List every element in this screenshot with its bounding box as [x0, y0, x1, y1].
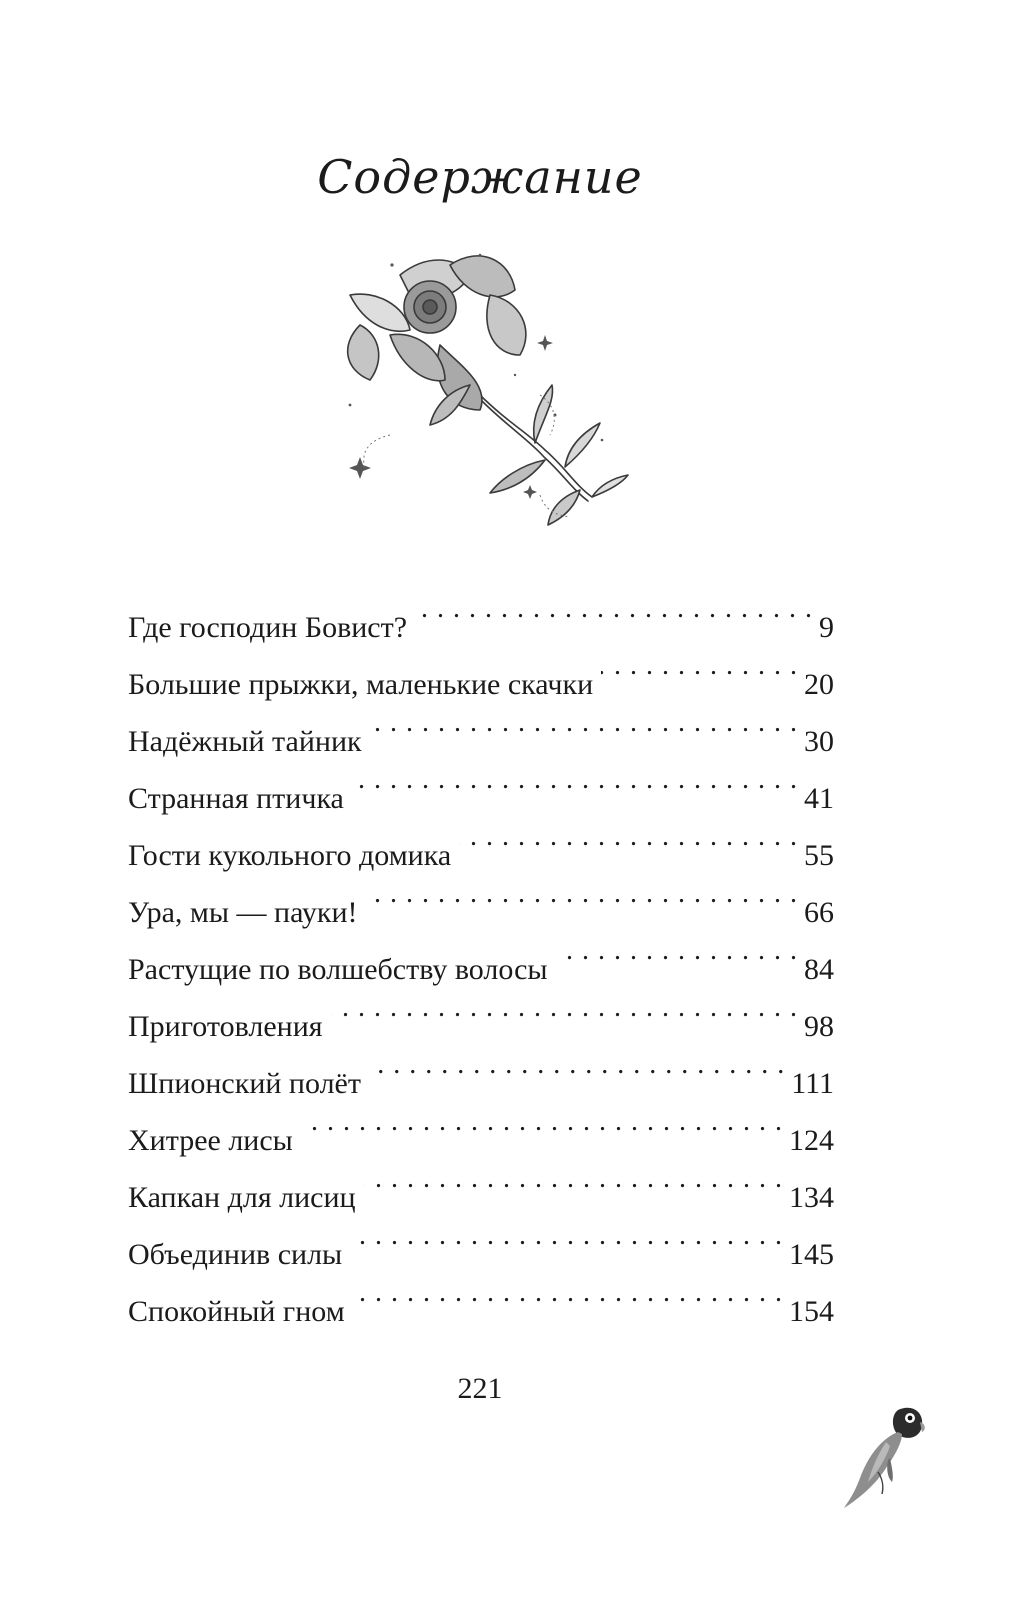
toc-entry-title: Растущие по волшебству волосы	[128, 953, 548, 986]
toc-entry-title: Объединив силы	[128, 1238, 343, 1271]
toc-entry-title: Гости кукольного домика	[128, 839, 452, 872]
toc-leader-dots	[364, 1150, 783, 1207]
flower-illustration-icon	[330, 235, 630, 540]
toc-entry-page: 145	[789, 1238, 834, 1271]
toc-leader-dots	[352, 751, 798, 808]
parrot-illustration-icon	[838, 1398, 928, 1508]
toc-entry-title: Где господин Бовист?	[128, 611, 408, 644]
toc-leader-dots	[366, 865, 798, 922]
page-number: 221	[457, 1372, 503, 1405]
page-title: Содержание	[317, 150, 643, 204]
toc-leader-dots	[370, 694, 798, 751]
toc-entry-title: Большие прыжки, маленькие скачки	[128, 668, 594, 701]
toc-entry-page: 41	[804, 782, 834, 815]
toc-entry-title: Капкан для лисиц	[128, 1181, 356, 1214]
toc-entry-page: 66	[804, 896, 834, 929]
toc-entry-title: Спокойный гном	[128, 1295, 345, 1328]
toc-leader-dots	[415, 580, 813, 637]
toc-leader-dots	[556, 922, 798, 979]
toc-entry-page: 55	[804, 839, 834, 872]
table-of-contents	[128, 580, 834, 1328]
toc-leader-dots	[301, 1093, 783, 1150]
toc-entry-title: Надёжный тайник	[128, 725, 362, 758]
toc-entry-page: 134	[789, 1181, 834, 1214]
toc-entry-page: 154	[789, 1295, 834, 1328]
toc-entry-page: 84	[804, 953, 834, 986]
toc-entry-page: 20	[804, 668, 834, 701]
toc-entry-title: Хитрее лисы	[128, 1124, 293, 1157]
toc-entry-page: 30	[804, 725, 834, 758]
toc-entry-page: 98	[804, 1010, 834, 1043]
toc-entry-title: Странная птичка	[128, 782, 344, 815]
toc-entry-title: Приготовления	[128, 1010, 323, 1043]
toc-leader-dots	[331, 979, 798, 1036]
toc-entry-page: 111	[791, 1067, 834, 1100]
toc-entry-page: 9	[819, 611, 834, 644]
toc-leader-dots	[459, 808, 798, 865]
toc-entry-title: Шпионский полёт	[128, 1067, 361, 1100]
toc-leader-dots	[353, 1264, 783, 1321]
toc-entry	[128, 580, 834, 644]
toc-entry-title: Ура, мы — пауки!	[128, 896, 358, 929]
toc-leader-dots	[601, 637, 798, 694]
toc-leader-dots	[369, 1036, 785, 1093]
toc-entry-page: 124	[789, 1124, 834, 1157]
toc-leader-dots	[350, 1207, 783, 1264]
